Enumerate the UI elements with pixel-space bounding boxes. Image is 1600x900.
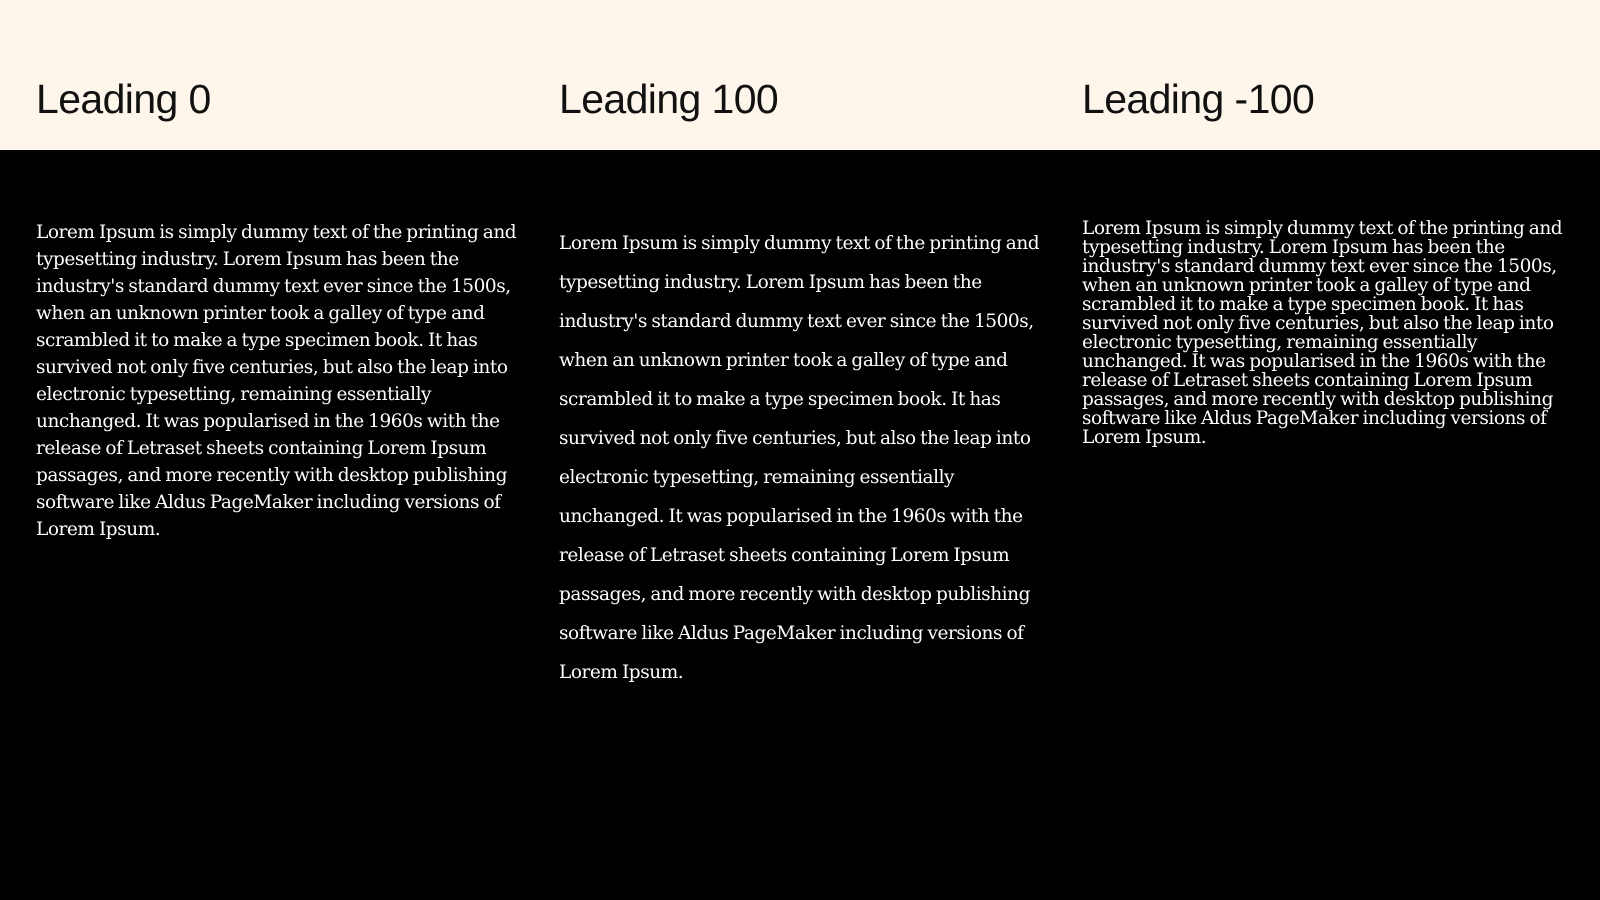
paragraph-leading-0: Lorem Ipsum is simply dummy text of the printing and typesetting industry. Lorem Ipsum has been the industry's standard dummy text ever since the 1500s, when an unknown printer took a galley of type and scrambled it to make a type specimen book. It has survived not only five centuries, but also the leap into electronic typesetting, remaining essentially unchanged. It was popularised in the 1960s with the release of Letraset sheets containing Lorem Ipsum passages, and more recently with desktop publishing software like Aldus PageMaker including versions of Lorem Ipsum. <box>36 222 517 540</box>
heading-leading-100: Leading 100 <box>559 76 779 122</box>
heading-leading-0: Leading 0 <box>36 76 211 122</box>
heading-leading-minus-100: Leading -100 <box>1082 76 1315 122</box>
paragraph-leading-minus-100: Lorem Ipsum is simply dummy text of the printing and typesetting industry. Lorem Ipsum has been the industry's standard dummy text ever since the 1500s, when an unknown printer took a galley of type and scrambled it to make a type specimen book. It has survived not only five centuries, but also the leap into electronic typesetting, remaining essentially unchanged. It was popularised in the 1960s with the release of Letraset sheets containing Lorem Ipsum passages, and more recently with desktop publishing software like Aldus PageMaker including versions of Lorem Ipsum. <box>1082 218 1563 448</box>
paragraph-leading-100: Lorem Ipsum is simply dummy text of the printing and typesetting industry. Lorem Ipsum has been the industry's standard dummy text ever since the 1500s, when an unknown printer took a galley of type and scrambled it to make a type specimen book. It has survived not only five centuries, but also the leap into electronic typesetting, remaining essentially unchanged. It was popularised in the 1960s with the release of Letraset sheets containing Lorem Ipsum passages, and more recently with desktop publishing software like Aldus PageMaker including versions of Lorem Ipsum. <box>559 233 1040 683</box>
header-band <box>0 0 1600 150</box>
